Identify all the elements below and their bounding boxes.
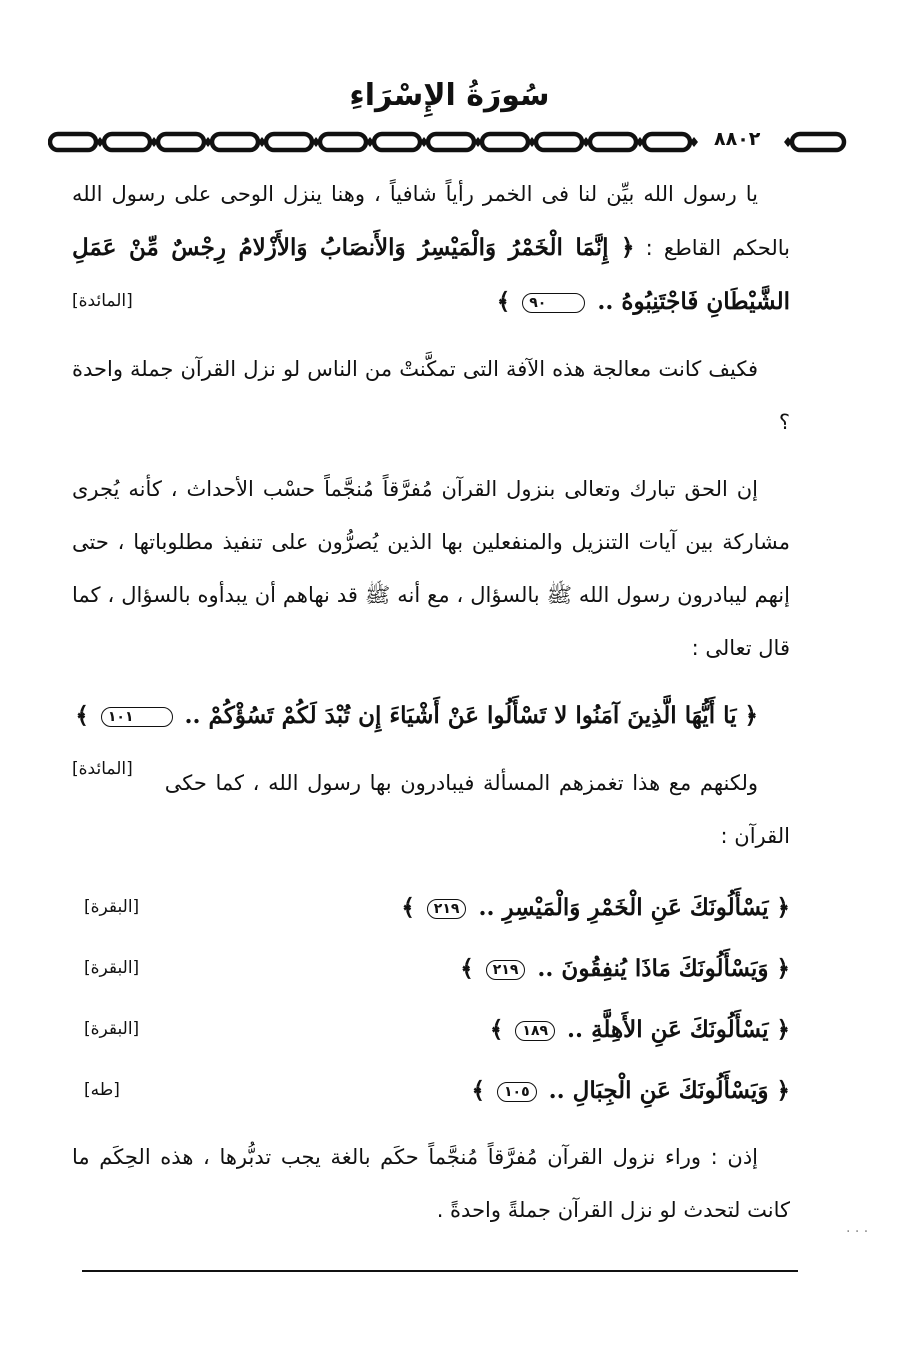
surah-title: سُورَةُ الإِسْرَاءِ (349, 78, 550, 113)
list-item (72, 938, 790, 999)
verse-close-bracket: ﴾ (496, 288, 519, 315)
verse-number-badge: ٢١٩ (486, 960, 526, 980)
surah-reference: [المائدة] (72, 291, 133, 311)
paragraph-1-text: يا رسول الله بيِّن لنا فى الخمر رأياً شافياً ، وهنا ينزل الوحى على رسول الله بالحكم القاطع : (72, 182, 790, 260)
verse-close-bracket: ﴾ (401, 894, 423, 921)
surah-reference: [البقرة] (84, 897, 140, 917)
list-item (72, 999, 790, 1060)
quran-verse (401, 894, 790, 921)
verse-close-bracket: ﴾ (471, 1077, 493, 1104)
quran-verse (75, 702, 758, 729)
quran-verse-text: ﴿ يَسْأَلُونَكَ عَنِ الْخَمْرِ وَالْمَيْسِرِ .. (470, 894, 790, 921)
list-item (72, 877, 790, 938)
verse-number-badge: ٢١٩ (427, 899, 467, 919)
quran-verse-text: ﴿ يَسْأَلُونَكَ عَنِ الأَهِلَّةِ .. (559, 1016, 790, 1043)
quran-verse-text: ﴿ وَيَسْأَلُونَكَ مَاذَا يُنفِقُونَ .. (529, 955, 790, 982)
quran-verse (472, 1077, 791, 1104)
scan-artifact-dots: · · · (846, 1224, 869, 1240)
verse-number-badge: ١٨٩ (515, 1021, 555, 1041)
quran-verse-text: ﴿ وَيَسْأَلُونَكَ عَنِ الْجِبَالِ .. (540, 1077, 790, 1104)
paragraph-3: إن الحق تبارك وتعالى بنزول القرآن مُفرَّقاً مُنجَّماً حسْب الأحداث ، كأنه يُجرى مشاركة بين آيات التنزيل والمنفعلين بها الذين يُصرُّون على تنفيذ مطلوباتها ، حتى إنهم ليبادرون رسول الله ﷺ بالسؤال ، مع أنه ﷺ قد نهاهم أن يبدأوه بالسؤال ، كما قال تعالى : (72, 477, 790, 660)
paragraph-1 (72, 168, 790, 329)
paragraph-5: ولكنهم مع هذا تغمزهم المسألة فيبادرون بها رسول الله ، كما حكى القرآن : (164, 771, 790, 848)
surah-reference: [طه] (84, 1080, 120, 1100)
paragraph-conclusion: إذن : وراء نزول القرآن مُفرَّقاً مُنجَّماً حكَم بالغة يجب تدبُّرها ، هذه الحِكَم ما كانت لتحدث لو نزل القرآن جملةً واحدةً . (72, 1145, 790, 1222)
quran-verse (490, 1016, 790, 1043)
paragraph-2: فكيف كانت معالجة هذه الآفة التى تمكَّنتْ من الناس لو نزل القرآن جملة واحدة ؟ (72, 357, 790, 434)
list-item (72, 1060, 790, 1121)
verse-number-badge: ١٠١ (101, 707, 173, 727)
surah-reference: [البقرة] (84, 1019, 140, 1039)
footer-divider (82, 1270, 798, 1272)
questions-list (72, 877, 790, 1121)
verse-number-badge: ٩٠ (522, 293, 585, 313)
page-body (72, 168, 790, 1251)
verse-close-bracket: ﴾ (460, 955, 482, 982)
quran-verse (460, 955, 790, 982)
surah-reference: [المائدة] (72, 759, 133, 779)
verse-close-bracket: ﴾ (75, 702, 97, 729)
verse-number-badge: ١٠٥ (497, 1082, 537, 1102)
verse-close-bracket: ﴾ (489, 1016, 512, 1043)
quran-verse-text: ﴿ إِنَّمَا الْخَمْرُ وَالْمَيْسِرُ وَالأَنصَابُ وَالأَزْلامُ رِجْسٌ مِّنْ عَمَلِ الشَّيْطَانِ فَاجْتَنِبُوهُ .. (72, 234, 790, 315)
page-number: ٨٨٠٢ (714, 128, 761, 150)
paragraph-4-verse (72, 689, 790, 779)
surah-reference: [البقرة] (84, 958, 140, 978)
quran-verse-text: ﴿ يَا أَيُّهَا الَّذِينَ آمَنُوا لا تَسْأَلُوا عَنْ أَشْيَاءَ إِن تُبْدَ لَكُمْ تَسُؤْكُمْ .. (176, 702, 758, 729)
